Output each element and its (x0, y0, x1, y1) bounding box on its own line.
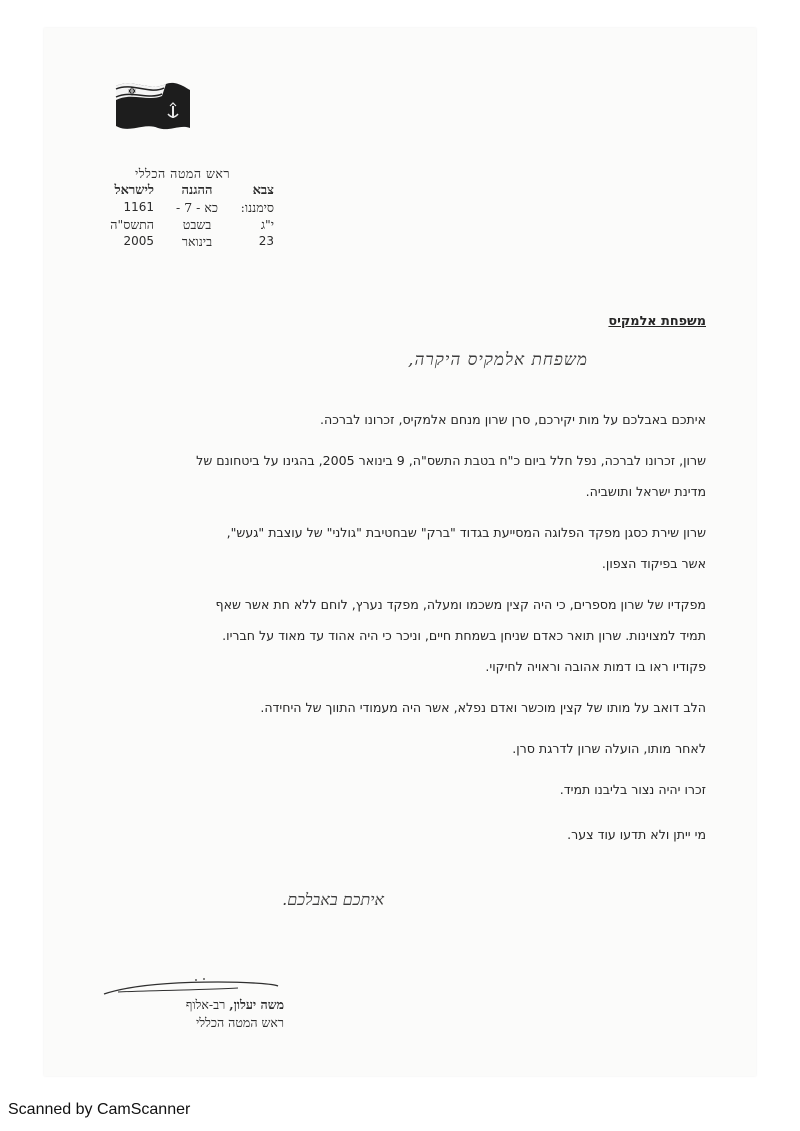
letterhead-title: ראש המטה הכללי (134, 166, 230, 181)
paragraph-line: לאחר מותו, הועלה שרון לדרגת סרן. (512, 741, 706, 756)
paragraph-line: מדינת ישראל ותושביה. (585, 484, 706, 499)
paragraph-line: זכרו יהיה נצור בליבנו תמיד. (559, 782, 706, 797)
paragraph-line: תמיד למצוינות. שרון תואר כאדם שניחן בשמחת חיים, וניכר כי היה אהוד עד מאוד על חבריו. (222, 628, 706, 643)
paragraph-promotion (174, 733, 706, 764)
org-word-2: ההגנה (181, 183, 213, 198)
letterhead-row-gregorian-date (74, 233, 274, 250)
hebrew-day: י"ג (260, 217, 274, 232)
letterhead-row-org (74, 182, 274, 199)
paragraph-service (174, 517, 706, 579)
gregorian-year: 2005 (123, 234, 154, 248)
paragraph-line: איתכם באבלכם על מות יקירכם, סרן שרון מנחם אלמקיס, זכרונו לברכה. (319, 412, 706, 427)
reference-prefix: כא - 7 - (176, 200, 218, 215)
reference-number: 1161 (123, 200, 154, 214)
org-word-3: לישראל (114, 183, 154, 198)
scanner-footer: Scanned by CamScanner (8, 1101, 191, 1118)
paragraph-commanders (174, 589, 706, 682)
paragraph-line: אשר בפיקוד הצפון. (601, 556, 706, 571)
paragraph-line: מפקדיו של שרון מספרים, כי היה קצין משכמו ומעלה, מפקד נערץ, לוחם ללא חת אשר שאף (215, 597, 706, 612)
gregorian-month: בינואר (181, 234, 213, 249)
paragraph-line: שרון, זכרונו לברכה, נפל חלל ביום כ"ח בטבת התשס"ה, 9 בינואר 2005, בהגינו על ביטחונם של (196, 453, 706, 468)
hebrew-year: התשס"ה (110, 217, 154, 232)
paragraph-condolence (174, 404, 706, 435)
letterhead-row-reference (74, 199, 274, 216)
letterhead (74, 166, 274, 250)
idf-flag-emblem (110, 76, 196, 136)
gregorian-day: 23 (258, 234, 274, 248)
hebrew-month: בשבט (182, 217, 212, 232)
signature-scribble (98, 976, 288, 998)
signatory-name: משה יעלון, (229, 997, 284, 1012)
reference-label: סימננו: (240, 200, 274, 215)
signatory-block (84, 996, 284, 1032)
letter-sheet (44, 28, 756, 1076)
recipient-heading: משפחת אלמקיס (608, 314, 706, 329)
paragraph-grief (174, 692, 706, 723)
paragraph-line: הלב דואב על מותו של קצין מוכשר ואדם נפלא, אשר היה מעמודי התווך של היחידה. (260, 700, 706, 715)
signatory-name-line (84, 996, 284, 1014)
org-word-1: צבא (252, 183, 274, 198)
paragraph-line: שרון שירת כסגן מפקד הפלוגה המסייעת בגדוד "ברק" שבחטיבת "גולני" של עוצבת "געש", (226, 525, 706, 540)
paragraph-line: פקודיו ראו בו דמות אהובה וראויה לחיקוי. (485, 659, 706, 674)
handwritten-sign-off: איתכם באבלכם. (282, 890, 384, 909)
paragraph-fallen (174, 445, 706, 507)
handwritten-greeting: משפחת אלמקיס היקרה, (408, 350, 588, 370)
paragraph-memory (174, 774, 706, 805)
letterhead-row-hebrew-date (74, 216, 274, 233)
letter-body (174, 314, 706, 850)
closing-line: מי ייתן ולא תדעו עוד צער. (567, 827, 706, 842)
signatory-title: ראש המטה הכללי (195, 1015, 284, 1030)
signatory-rank: רב-אלוף (185, 997, 226, 1012)
